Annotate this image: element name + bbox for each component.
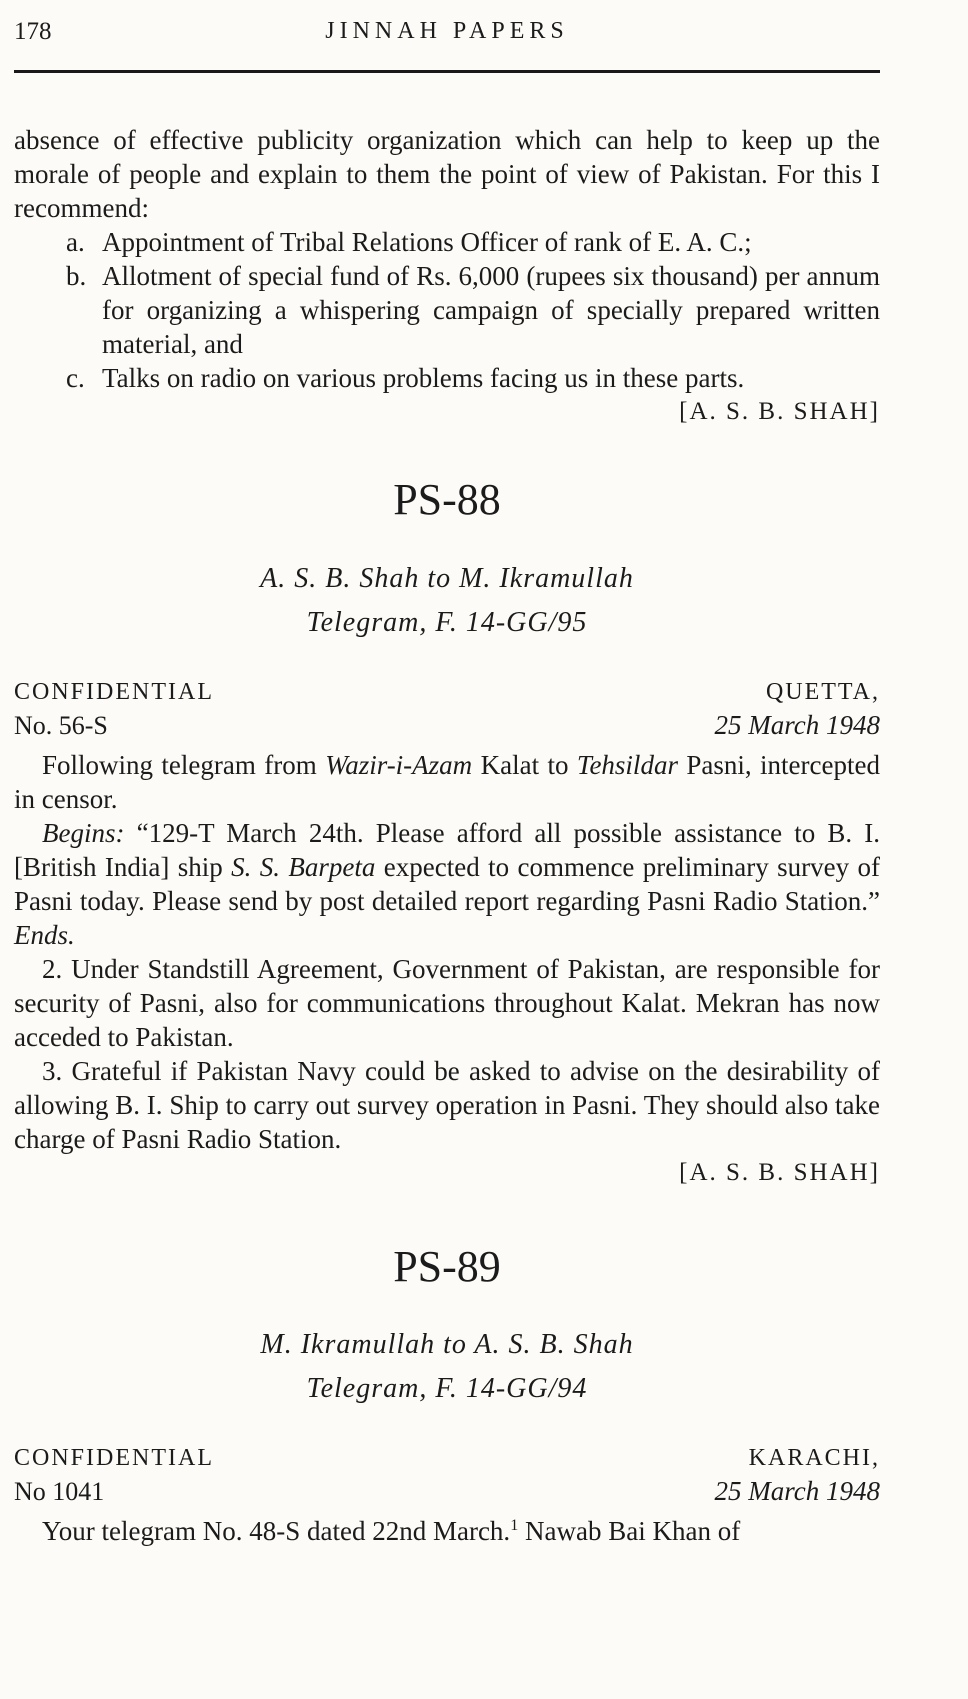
document-date: 25 March 1948 — [714, 1476, 880, 1507]
text-segment: absence of effective publicity organization which can help to keep up the morale of people and explain to them the point of view of Pakistan. For this I recommend: — [14, 125, 880, 223]
meta-row — [14, 709, 880, 742]
document-from-to: A. S. B. Shah to M. Ikramullah — [260, 562, 634, 594]
document-source: Telegram, F. 14-GG/95 — [306, 606, 588, 638]
paragraph — [14, 748, 880, 816]
document-meta — [14, 1442, 880, 1508]
document-ps88 — [14, 475, 880, 1190]
text-segment: 3. Grateful if Pakistan Navy could be asked to advise on the desirability of allowing B. I. Ship to carry out survey operation in Pasni. They should also take charge of Pasni Radio Station. — [14, 1055, 880, 1154]
list-item — [66, 361, 880, 395]
paragraph — [14, 123, 880, 225]
signature: [A. S. B. SHAH] — [679, 1158, 880, 1186]
classification-label: CONFIDENTIAL — [14, 678, 214, 705]
text-segment: expected to commence preliminary survey of Pasni today. Please send by post detailed report regarding Pasni Radio Station.” — [14, 851, 880, 916]
document-body — [14, 1514, 880, 1548]
text-segment: Tehsildar — [576, 749, 678, 780]
list-marker: b. — [66, 261, 87, 291]
text-segment: S. S. Barpeta — [231, 851, 376, 882]
meta-row — [14, 1442, 880, 1475]
paragraph — [14, 1514, 880, 1548]
header-rule — [14, 70, 880, 73]
paragraph — [14, 952, 880, 1054]
place-label: KARACHI, — [748, 1445, 880, 1472]
text-segment: “129-T March 24th. Please afford all possible assistance to B. I.[British India] ship — [14, 817, 880, 882]
list-item-text: Appointment of Tribal Relations Officer of rank of E. A. C.; — [102, 227, 752, 257]
list-item-text: Allotment of special fund of Rs. 6,000 (rupees six thousand) per annum for organizing a whispering campaign of specially prepared written material, and — [102, 261, 880, 359]
paragraph — [14, 1054, 880, 1156]
document-from-to: M. Ikramullah to A. S. B. Shah — [260, 1329, 634, 1361]
text-segment: Following telegram from — [42, 749, 326, 780]
classification-label: CONFIDENTIAL — [14, 1445, 214, 1472]
text-segment: Ends. — [14, 919, 75, 950]
document-ps89 — [14, 1242, 880, 1549]
text-segment: Pasni, intercepted in censor. — [14, 749, 880, 814]
document-number: No. 56-S — [14, 710, 108, 740]
document-number: No 1041 — [14, 1477, 105, 1507]
signature: [A. S. B. SHAH] — [679, 398, 880, 425]
text-segment: Wazir-i-Azam — [325, 749, 473, 780]
meta-row — [14, 676, 880, 709]
document-meta — [14, 676, 880, 742]
text-segment: 2. Under Standstill Agreement, Government of Pakistan, are responsible for security of Pasni, also for communications throughout Kalat. Mekran has now acceded to Pakistan. — [14, 953, 880, 1052]
document-id: PS-88 — [393, 475, 501, 524]
text-segment: Begins: — [42, 817, 125, 848]
paragraph — [14, 816, 880, 952]
header-title: JINNAH PAPERS — [325, 18, 569, 44]
document-id: PS-89 — [393, 1241, 501, 1291]
document-body — [14, 748, 880, 1156]
list-item — [66, 259, 880, 361]
list-marker: a. — [66, 227, 85, 257]
page-header — [14, 16, 880, 56]
list-marker: c. — [66, 363, 85, 393]
text-segment: 1 — [510, 1516, 519, 1535]
continuation-section — [14, 123, 880, 429]
meta-row — [14, 1475, 880, 1508]
text-segment: Nawab Bai Khan of — [518, 1516, 741, 1547]
text-segment: Your telegram No. 48-S dated 22nd March. — [42, 1516, 511, 1547]
document-source: Telegram, F. 14-GG/94 — [306, 1373, 588, 1405]
text-segment: Kalat to — [472, 749, 577, 780]
page-number: 178 — [14, 18, 52, 45]
document-date: 25 March 1948 — [714, 709, 880, 740]
list-item — [66, 225, 880, 259]
list-item-text: Talks on radio on various problems facing us in these parts. — [102, 363, 745, 393]
place-label: QUETTA, — [765, 678, 880, 705]
